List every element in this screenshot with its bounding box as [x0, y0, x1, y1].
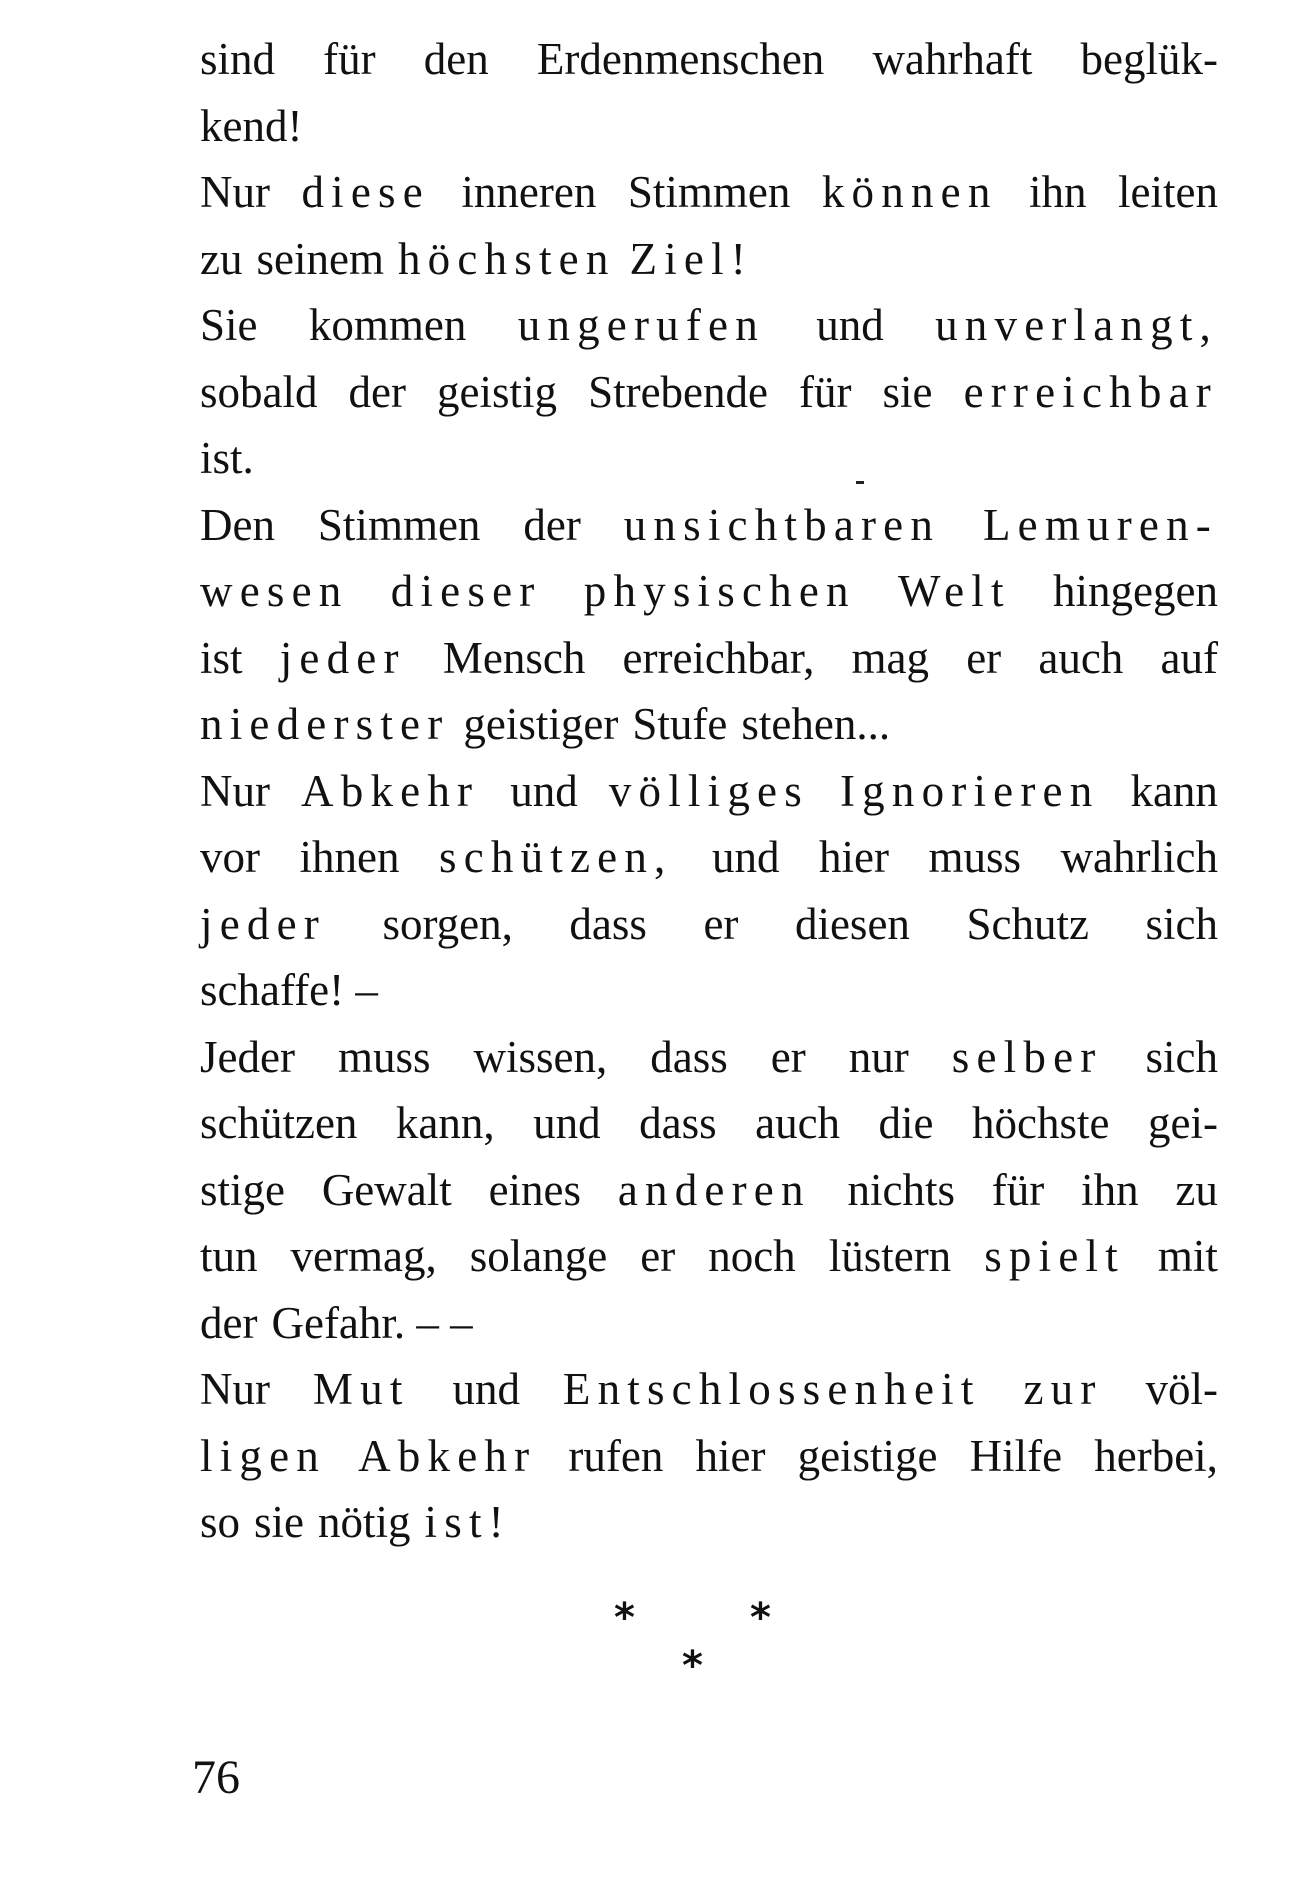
word: völliges [608, 765, 809, 816]
word: Stufe [632, 699, 728, 749]
text-line [200, 558, 1218, 625]
word: ungerufen [517, 300, 765, 350]
word: die [878, 1098, 934, 1148]
text-line [200, 359, 1218, 426]
word: auch [1038, 632, 1124, 683]
word: Hilfe [969, 1430, 1063, 1481]
word: ihn [1081, 1164, 1139, 1215]
word: dass [650, 1031, 728, 1082]
word: er [703, 898, 739, 949]
asterisk: * [750, 1595, 771, 1641]
word: schützen [200, 1098, 358, 1148]
word: zu [200, 233, 243, 284]
word: für [799, 366, 852, 417]
text-line [200, 26, 1218, 93]
word: Welt [898, 566, 1011, 616]
text-line [200, 1423, 1218, 1490]
word: nur [848, 1031, 909, 1082]
word: auf [1160, 632, 1218, 683]
word: hier [695, 1430, 766, 1481]
text-line [200, 758, 1218, 825]
section-break-asterisks [600, 1595, 800, 1698]
word: und [533, 1098, 601, 1148]
word: kend! [200, 100, 303, 151]
word: kann [1130, 765, 1218, 816]
word: und [816, 300, 884, 350]
text-line [200, 492, 1218, 559]
word: unverlangt, [935, 300, 1218, 350]
word: Mensch [442, 632, 586, 683]
word: noch [708, 1231, 796, 1281]
word: niederster [200, 699, 450, 749]
word: sie [254, 1497, 305, 1547]
word: sorgen, [382, 898, 513, 949]
word: wissen, [473, 1031, 608, 1082]
word: ihn [1029, 167, 1087, 217]
word: und [712, 832, 780, 882]
word: schaffe! – [200, 965, 378, 1015]
word: wahrlich [1060, 832, 1218, 882]
word: Ziel! [629, 233, 753, 284]
word: dass [569, 898, 647, 949]
word: physischen [583, 566, 856, 616]
word: geistiger [463, 699, 619, 749]
word: kommen [308, 300, 467, 350]
ink-speck [856, 481, 864, 484]
word: Stimmen [317, 499, 481, 550]
word: jeder [279, 632, 406, 683]
word: für [991, 1164, 1045, 1215]
word: so [200, 1497, 241, 1547]
word: Nur [200, 1364, 270, 1414]
word: tun [200, 1231, 258, 1281]
text-line [200, 1024, 1218, 1091]
word: kann, [395, 1098, 495, 1148]
word: Mut [312, 1364, 410, 1414]
word: zu [1175, 1164, 1218, 1215]
word: lüstern [828, 1231, 952, 1281]
word: Abkehr [301, 765, 480, 816]
word: Strebende [588, 366, 768, 417]
word: Abkehr [358, 1430, 537, 1481]
word: leiten [1118, 167, 1218, 217]
word: muss [337, 1031, 431, 1082]
text-line [200, 1157, 1218, 1224]
word: anderen [617, 1164, 811, 1215]
word: der [200, 1297, 258, 1348]
text-line [200, 425, 1218, 492]
word: gei- [1147, 1098, 1218, 1148]
word: beglük- [1080, 34, 1218, 84]
word: mag [851, 632, 929, 683]
word: können [821, 167, 998, 217]
word: schützen, [439, 832, 673, 882]
text-line [200, 625, 1218, 692]
word: unsichtbaren [623, 499, 941, 550]
word: Erdenmenschen [536, 34, 825, 84]
word: ihnen [299, 832, 400, 882]
word: Nur [200, 765, 270, 816]
word: diesen [794, 898, 910, 949]
word: ligen [200, 1430, 326, 1481]
word: er [640, 1231, 676, 1281]
word: Gefahr. – – [271, 1297, 473, 1348]
text-line [200, 159, 1218, 226]
word: er [770, 1031, 806, 1082]
word: mit [1157, 1231, 1218, 1281]
text-line [200, 891, 1218, 958]
body-text [200, 26, 1218, 1556]
word: der [348, 366, 406, 417]
text-line [200, 691, 1218, 758]
word: Schutz [966, 898, 1089, 949]
word: Jeder [200, 1031, 295, 1082]
word: dieser [390, 566, 542, 616]
word: sobald [200, 366, 318, 417]
word: selber [951, 1031, 1103, 1082]
text-line [200, 1290, 1218, 1357]
word: jeder [200, 898, 326, 949]
text-line [200, 1090, 1218, 1157]
text-line [200, 1489, 1218, 1556]
word: völ- [1145, 1364, 1218, 1414]
asterisk: * [682, 1643, 703, 1689]
word: erreichbar, [622, 632, 815, 683]
text-line [200, 824, 1218, 891]
word: zur [1023, 1364, 1103, 1414]
word: Lemuren- [982, 499, 1218, 550]
word: der [523, 499, 581, 550]
word: solange [469, 1231, 608, 1281]
word: wesen [200, 566, 349, 616]
page-number: 76 [192, 1751, 240, 1804]
word: den [423, 34, 489, 84]
word: sich [1145, 1031, 1218, 1082]
word: ist [200, 632, 243, 683]
text-line [200, 1223, 1218, 1290]
word: sind [200, 34, 276, 84]
word: nichts [847, 1164, 955, 1215]
text-line [200, 957, 1218, 1024]
word: spielt [984, 1231, 1125, 1281]
word: Sie [200, 300, 258, 350]
word: rufen [568, 1430, 664, 1481]
word: geistige [797, 1430, 938, 1481]
word: auch [755, 1098, 841, 1148]
word: nötig [318, 1497, 411, 1547]
word: hingegen [1053, 566, 1218, 616]
word: muss [928, 832, 1022, 882]
word: seinem [256, 233, 384, 284]
word: vor [200, 832, 260, 882]
text-line [200, 292, 1218, 359]
word: geistig [437, 366, 558, 417]
word: stige [200, 1164, 285, 1215]
word: und [452, 1364, 520, 1414]
word: dass [639, 1098, 717, 1148]
word: Den [200, 499, 275, 550]
word: höchsten [397, 233, 616, 284]
asterisk: * [614, 1595, 635, 1641]
word: Gewalt [321, 1164, 452, 1215]
word: Nur [200, 167, 270, 217]
word: sich [1145, 898, 1218, 949]
word: wahrhaft [872, 34, 1033, 84]
word: herbei, [1094, 1430, 1218, 1481]
word: er [966, 632, 1002, 683]
word: eines [488, 1164, 582, 1215]
word: ist! [424, 1497, 511, 1547]
word: sie [882, 366, 933, 417]
word: und [510, 765, 578, 816]
word: erreichbar [963, 366, 1218, 417]
word: höchste [972, 1098, 1110, 1148]
text-line [200, 93, 1218, 160]
word: Ignorieren [839, 765, 1100, 816]
word: für [323, 34, 376, 84]
word: ist. [200, 433, 254, 483]
word: hier [819, 832, 889, 882]
word: stehen... [741, 699, 891, 749]
text-line [200, 226, 1218, 293]
word: Entschlossenheit [562, 1364, 981, 1414]
text-line [200, 1356, 1218, 1423]
word: vermag, [290, 1231, 437, 1281]
word: diese [301, 167, 430, 217]
word: inneren [461, 167, 597, 217]
word: Stimmen [627, 167, 791, 217]
